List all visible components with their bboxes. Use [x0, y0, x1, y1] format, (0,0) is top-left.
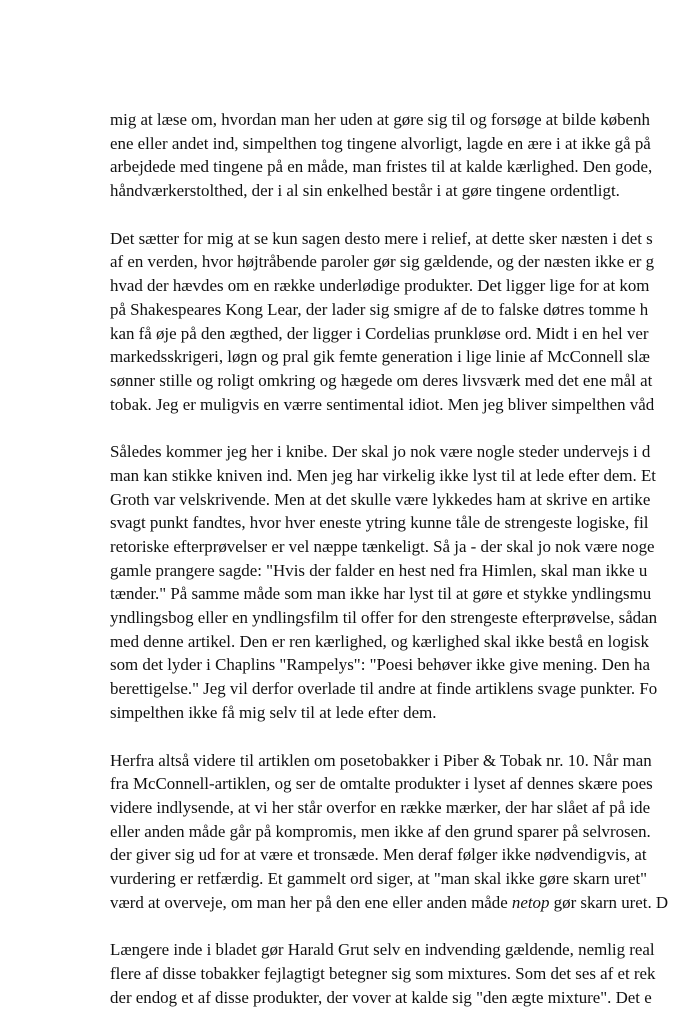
text-line: berettigelse." Jeg vil derfor overlade til andre at finde artiklens svage punkter. Fo — [110, 679, 658, 699]
paragraph-4 — [110, 749, 680, 915]
paragraph-3 — [110, 440, 680, 724]
text-line: ene eller andet ind, simpelthen tog tingene alvorligt, lagde en ære i at ikke gå på — [110, 133, 651, 153]
text-line: Således kommer jeg her i knibe. Der skal jo nok være nogle steder undervejs i d — [110, 442, 651, 462]
text-line: håndværkerstolthed, der i al sin enkelhed består i at gøre tingene ordentligt. — [110, 181, 620, 201]
text-line: tobak. Jeg er muligvis en værre sentimental idiot. Men jeg bliver simpelthen våd — [110, 394, 655, 414]
text-line: der giver sig ud for at være et tronsæde. Men deraf følger ikke nødvendigvis, at — [110, 845, 647, 865]
text-line: svagt punkt fandtes, hvor hver eneste ytring kunne tåle de strengeste logiske, fil — [110, 513, 649, 533]
text-line: vurdering er retfærdig. Et gammelt ord siger, at "man skal ikke gøre skarn uret" — [110, 868, 648, 888]
text-line: eller anden måde går på kompromis, men ikke af den grund sparer på selvrosen. — [110, 821, 651, 841]
text-line: videre indlysende, at vi her står overfor en række mærker, der har slået af på ide — [110, 797, 651, 817]
text-line: fra McConnell-artiklen, og ser de omtalte produkter i lyset af dennes skære poes — [110, 774, 653, 794]
text-line: simpelthen ikke få mig selv til at lede efter dem. — [110, 702, 437, 722]
text-segment: gør skarn uret. D — [549, 892, 669, 912]
text-line: markedsskrigeri, løgn og pral gik femte generation i lige linie af McConnell slæ — [110, 347, 650, 367]
text-line: kan få øje på den ægthed, der ligger i Cordelias prunkløse ord. Midt i en hel ver — [110, 323, 649, 343]
text-line: som det lyder i Chaplins "Rampelys": "Poesi behøver ikke give mening. Den ha — [110, 655, 650, 675]
text-line: der endog et af disse produkter, der vover at kalde sig "den ægte mixture". Det e — [110, 987, 652, 1007]
text-line: yndlingsbog eller en yndlingsfilm til offer for den strengeste efterprøvelse, sådan — [110, 608, 658, 628]
text-line: tænder." På samme måde som man ikke har lyst til at gøre et stykke yndlingsmu — [110, 584, 652, 604]
text-line: man kan stikke kniven ind. Men jeg har virkelig ikke lyst til at lede efter dem. Et — [110, 465, 656, 485]
text-line: hvad der hævdes om en række underlødige produkter. Det ligger lige for at kom — [110, 276, 650, 296]
article-body — [110, 108, 680, 1033]
text-line: retoriske efterprøvelser er vel næppe tænkeligt. Så ja - der skal jo nok være noge — [110, 537, 655, 556]
emphasized-word: netop — [511, 892, 550, 912]
text-line-with-emphasis — [110, 891, 680, 915]
paragraph-1 — [110, 108, 680, 203]
text-line: af en verden, hvor højtråbende paroler gør sig gældende, og der næsten ikke er g — [110, 252, 655, 272]
text-line: sønner stille og roligt omkring og hægede om deres livsværk med det ene mål at — [110, 370, 653, 390]
text-line: Groth var velskrivende. Men at det skulle være lykkedes ham at skrive en artike — [110, 489, 651, 509]
text-line: Længere inde i bladet gør Harald Grut selv en indvending gældende, nemlig real — [110, 940, 655, 960]
text-line: med denne artikel. Den er ren kærlighed, og kærlighed skal ikke bestå en logisk — [110, 631, 649, 651]
text-line: Herfra altså videre til artiklen om posetobakker i Piber & Tobak nr. 10. Når man — [110, 750, 652, 770]
text-line: arbejdede med tingene på en måde, man fristes til at kalde kærlighed. Den gode, — [110, 157, 653, 177]
text-line: på Shakespeares Kong Lear, der lader sig smigre af de to falske døtres tomme h — [110, 299, 649, 319]
text-line: flere af disse tobakker fejlagtigt betegner sig som mixtures. Som det ses af et rek — [110, 964, 656, 983]
paragraph-2 — [110, 227, 680, 417]
text-segment: værd at overveje, om man her på den ene eller anden måde — [110, 892, 512, 912]
text-line: Det sætter for mig at se kun sagen desto mere i relief, at dette sker næsten i det s — [110, 228, 653, 248]
paragraph-5 — [110, 938, 680, 1009]
text-line: gamle prangere sagde: "Hvis der falder en hest ned fra Himlen, skal man ikke u — [110, 560, 648, 580]
text-line: mig at læse om, hvordan man her uden at gøre sig til og forsøge at bilde københ — [110, 110, 650, 129]
